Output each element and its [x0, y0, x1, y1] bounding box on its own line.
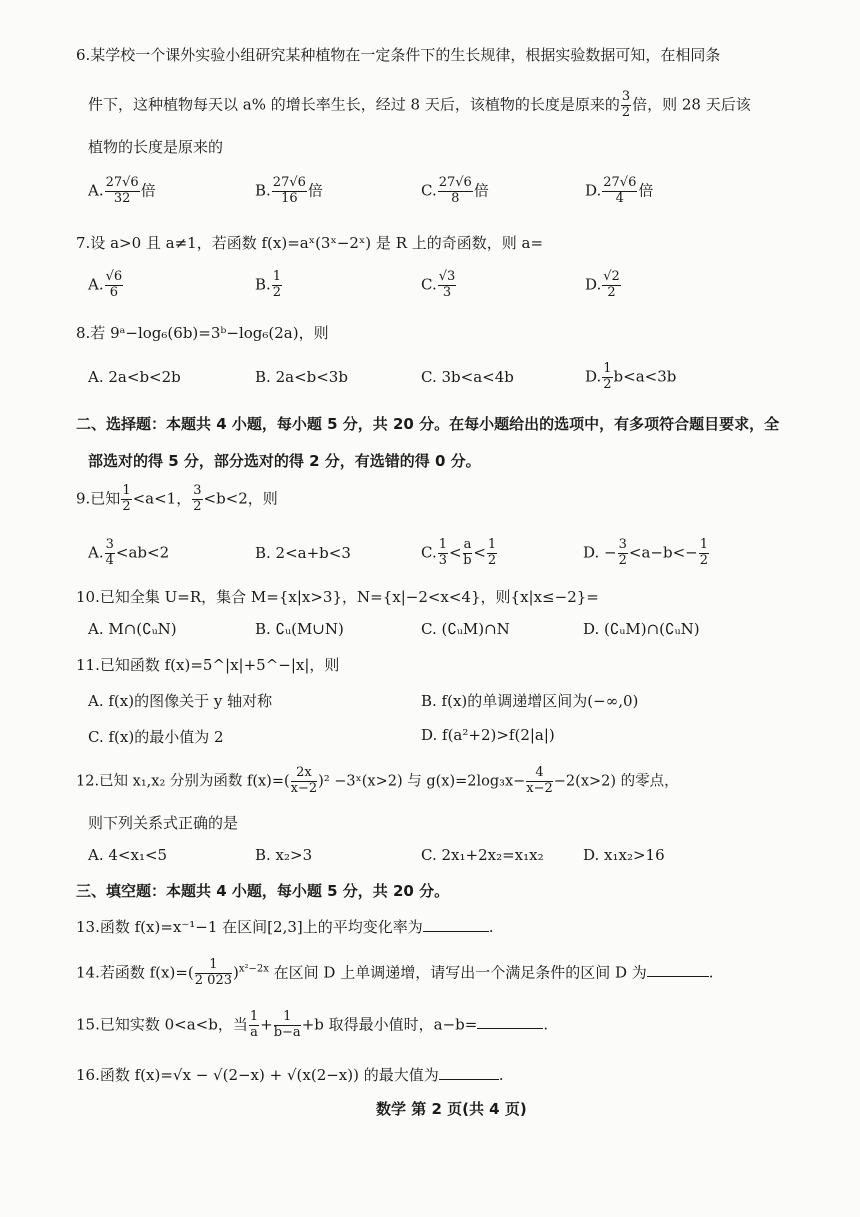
q10-option-a[interactable]: A. M∩(∁ᵤN)	[88, 620, 177, 638]
q8-option-d[interactable]: D. $\frac{1}{2}$ b<a<3b	[585, 361, 677, 392]
q15-answer-blank[interactable]	[477, 1014, 543, 1029]
q7-option-d[interactable]: D. $\frac{√2}{2}$	[585, 269, 620, 300]
section-2-line2: 部选对的得 5 分，部分选对的得 2 分，有选错的得 0 分。	[88, 452, 481, 470]
q11-option-a[interactable]: A. f(x)的图像关于 y 轴对称	[88, 692, 273, 710]
q10-option-c[interactable]: C. (∁ᵤM)∩N	[421, 620, 510, 638]
q6-line2	[88, 90, 751, 121]
q7-option-b[interactable]: B. $\frac{1}{2}$	[255, 269, 282, 300]
q8-option-b[interactable]: B. 2a<b<3b	[255, 368, 348, 386]
q8-stem: 8.若 9ᵃ−log₆(6b)=3ᵇ−log₆(2a)，则	[76, 324, 329, 342]
q10-option-d[interactable]: D. (∁ᵤM)∩(∁ᵤN)	[583, 620, 700, 638]
page-footer: 数学 第 2 页(共 4 页)	[376, 1100, 527, 1118]
q15: 15.已知实数 0<a<b，当 $\frac{1}{a}$ + $\frac{1}{b-a}$ +b 取得最小值时，a−b= .	[76, 1009, 549, 1040]
q6-option-d[interactable]: D. $\frac{27√6}{4}$ 倍	[585, 175, 654, 206]
q6-fraction: $\frac{3}{2}$	[621, 89, 631, 120]
q14: 14.若函数 f(x)=( $\frac{1}{2 023}$ )$^{x^2-2x}$ 在区间 D 上单调递增，请写出一个满足条件的区间 D 为 .	[76, 957, 714, 988]
q12-stem: 12.已知 x₁,x₂ 分别为函数 f(x)=( $\frac{2x}{x-2}$ )² −3ˣ(x>2) 与 g(x)=2log₃x− $\frac{4}{x-2}$ −2(x>2) 的零点，	[76, 765, 679, 796]
q6-line2b: 倍，则 28 天后该	[632, 95, 751, 114]
section-3-title: 三、填空题：本题共 4 小题，每小题 5 分，共 20 分。	[76, 882, 450, 900]
q6-line2a: 件下，这种植物每天以 a% 的增长率生长，经过 8 天后，该植物的长度是原来的	[88, 95, 620, 114]
q8-option-c[interactable]: C. 3b<a<4b	[421, 368, 514, 386]
q9-option-d[interactable]: D. − $\frac{3}{2}$ <a−b<− $\frac{1}{2}$	[583, 537, 708, 568]
q9-option-b[interactable]: B. 2<a+b<3	[255, 544, 351, 562]
q12-option-b[interactable]: B. x₂>3	[255, 846, 313, 864]
q12-option-a[interactable]: A. 4<x₁<5	[88, 846, 168, 864]
q7-stem: 7.设 a>0 且 a≠1，若函数 f(x)=aˣ(3ˣ−2ˣ) 是 R 上的奇函数，则 a=	[76, 234, 544, 252]
q9-option-c[interactable]: C. $\frac{1}{3}$ < $\frac{a}{b}$ < $\frac{1}{2}$	[421, 537, 497, 568]
q16-answer-blank[interactable]	[439, 1065, 499, 1080]
q8-option-a[interactable]: A. 2a<b<2b	[88, 368, 181, 386]
q11-option-d[interactable]: D. f(a²+2)>f(2|a|)	[421, 726, 555, 744]
q16: 16.函数 f(x)=√x − √(2−x) + √(x(2−x)) 的最大值为 .	[76, 1066, 504, 1084]
q7-option-a[interactable]: A. $\frac{√6}{6}$	[88, 269, 123, 300]
q10-stem: 10.已知全集 U=R，集合 M={x|x>3}，N={x|−2<x<4}，则{x|x≤−2}=	[76, 588, 599, 606]
q6-line3: 植物的长度是原来的	[88, 138, 224, 156]
q12-option-c[interactable]: C. 2x₁+2x₂=x₁x₂	[421, 846, 544, 864]
q6-option-a[interactable]: A. $\frac{27√6}{32}$ 倍	[88, 175, 156, 206]
q6-option-b[interactable]: B. $\frac{27√6}{16}$ 倍	[255, 175, 323, 206]
q11-option-b[interactable]: B. f(x)的单调递增区间为(−∞,0)	[421, 692, 639, 710]
q9-option-a[interactable]: A. $\frac{3}{4}$ <ab<2	[88, 537, 170, 568]
q13-answer-blank[interactable]	[423, 917, 489, 932]
q13: 13.函数 f(x)=x⁻¹−1 在区间[2,3]上的平均变化率为 .	[76, 918, 494, 936]
section-2-line1: 二、选择题：本题共 4 小题，每小题 5 分，共 20 分。在每小题给出的选项中，有多项符合题目要求，全	[76, 415, 780, 433]
q14-answer-blank[interactable]	[647, 962, 709, 977]
q7-option-c[interactable]: C. $\frac{√3}{3}$	[421, 269, 456, 300]
q10-option-b[interactable]: B. ∁ᵤ(M∪N)	[255, 620, 344, 638]
q11-stem: 11.已知函数 f(x)=5^|x|+5^−|x|，则	[76, 656, 340, 674]
q11-option-c[interactable]: C. f(x)的最小值为 2	[88, 728, 224, 746]
q6-line1: 6.某学校一个课外实验小组研究某种植物在一定条件下的生长规律，根据实验数据可知，在相同条	[76, 46, 721, 64]
q9-stem: 9.已知 $\frac{1}{2}$ <a<1， $\frac{3}{2}$ <b<2，则	[76, 483, 278, 514]
q12-line2: 则下列关系式正确的是	[88, 814, 239, 832]
q6-option-c[interactable]: C. $\frac{27√6}{8}$ 倍	[421, 175, 489, 206]
q12-option-d[interactable]: D. x₁x₂>16	[583, 846, 665, 864]
